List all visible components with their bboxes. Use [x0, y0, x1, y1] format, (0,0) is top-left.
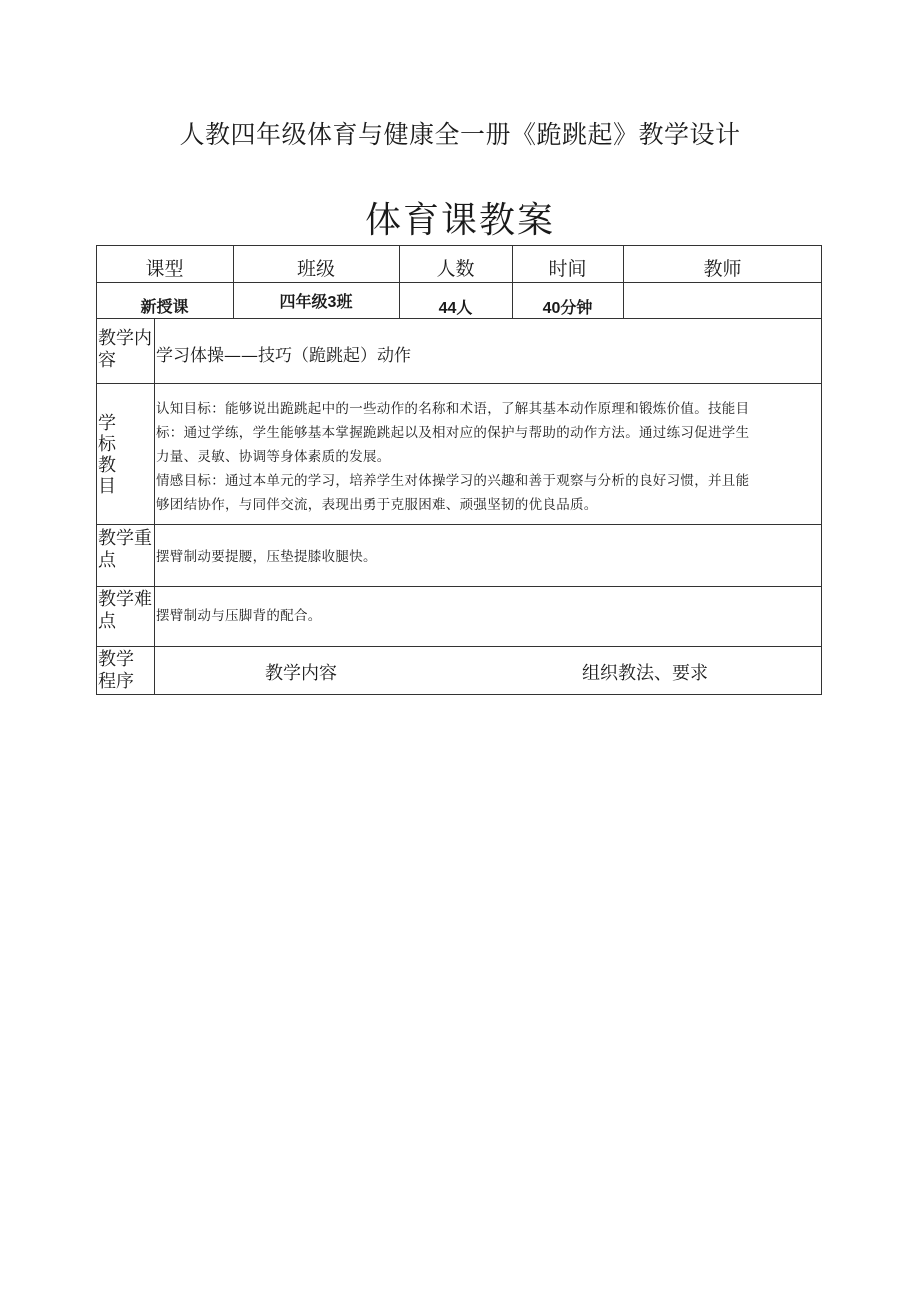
header-teacher: 教师: [703, 258, 742, 280]
table-border-bottom: [96, 694, 822, 695]
lesson-plan-table: [96, 245, 822, 695]
header-time: 时间: [548, 258, 587, 280]
document-title: 人教四年级体育与健康全一册《跪跳起》教学设计: [179, 120, 741, 149]
value-time: 40分钟: [542, 300, 593, 317]
header-count: 人数: [436, 258, 475, 280]
procedure-col-content: 教学内容: [265, 663, 337, 684]
table-rule: [96, 646, 822, 647]
goals-line: 力量、灵敏、协调等身体素质的发展。: [156, 449, 391, 465]
procedure-col-method: 组织教法、要求: [582, 663, 708, 684]
text-teaching-content: 学习体操——技巧（跪跳起）动作: [156, 346, 411, 366]
goals-line: 标：通过学练，学生能够基本掌握跪跳起以及相对应的保护与帮助的动作方法。通过练习促进学生: [156, 425, 750, 441]
text-key-points: 摆臂制动要提腰，压垫提膝收腿快。: [156, 549, 377, 565]
value-class: 四年级3班: [279, 294, 353, 311]
lesson-plan-title: 体育课教案: [364, 200, 555, 241]
table-rule: [96, 586, 822, 587]
goals-line: 认知目标：能够说出跪跳起中的一些动作的名称和术语，了解其基本动作原理和锻炼价值。技能目: [156, 401, 750, 417]
label-difficulty: 教学难点: [98, 589, 152, 632]
value-count: 44人: [438, 300, 473, 317]
label-teaching-content: 教学内容: [98, 328, 152, 371]
table-border-right: [821, 245, 822, 695]
table-rule: [154, 318, 155, 695]
label-teaching-goals: 学标教目: [98, 413, 116, 497]
goals-line: 情感目标：通过本单元的学习，培养学生对体操学习的兴趣和善于观察与分析的良好习惯，并且能: [156, 473, 750, 489]
header-course-type: 课型: [145, 258, 184, 280]
table-border-top: [96, 245, 822, 246]
label-key-points: 教学重点: [98, 528, 152, 571]
table-rule: [96, 282, 822, 283]
table-rule: [96, 318, 822, 319]
table-rule: [96, 524, 822, 525]
goals-line: 够团结协作，与同伴交流，表现出勇于克服困难、顽强坚韧的优良品质。: [156, 497, 598, 513]
label-procedure: 教学程序: [98, 649, 134, 692]
table-rule: [96, 383, 822, 384]
value-course-type: 新授课: [140, 299, 189, 316]
header-class: 班级: [296, 258, 335, 280]
text-difficulty: 摆臂制动与压脚背的配合。: [156, 608, 322, 624]
